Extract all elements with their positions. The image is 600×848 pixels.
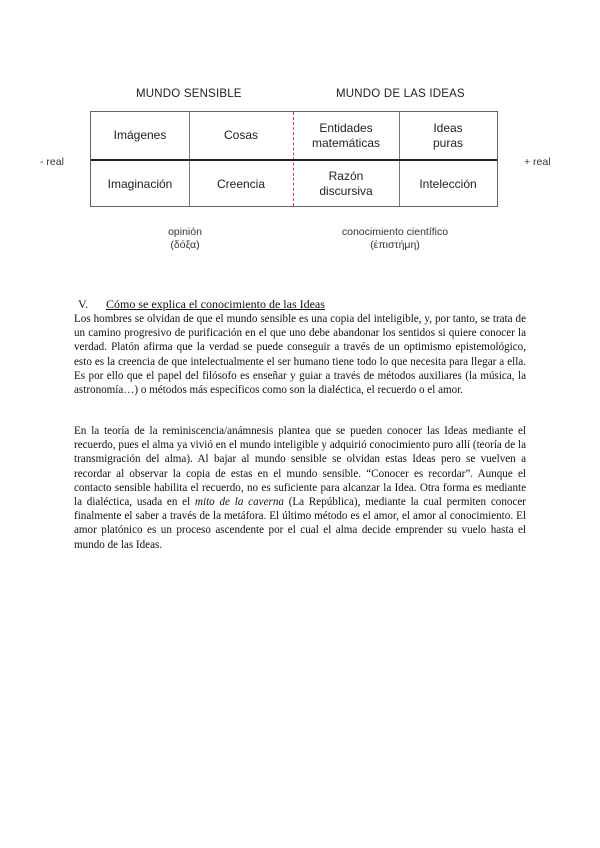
cell-text: Entidades matemáticas [311, 120, 381, 150]
cell-entidades-matematicas [293, 112, 399, 159]
paragraph-2-part-a: En la teoría de la reminiscencia/anámnesis plantea que se pueden conocer las Ideas mediante el recuerdo, pues el alma ya vivió en el mundo inteligible y adquirió conocimiento puro allí (teoría de la transmigración del alma). Al bajar al mundo sensible se olvidan estas Ideas pero se vuelven a recordar al observar la copia de estas en el mundo sensible. “Conocer es recordar”. Aunque el contacto sensible habilita el recuerdo, no es suficiente para alcanzar la Idea. Otra forma es mediante la dialéctica, usada en el [74, 425, 526, 509]
cell-creencia [189, 161, 293, 207]
paragraph-2-part-b: (La República), mediante la cual permiten conocer finalmente el saber a través de la metáfora. El último método es el amor, el amor al conocimiento. El amor platónico es un proceso ascendente por el cual el alma decide emprender su vuelo hasta el mundo de las Ideas. [74, 496, 526, 551]
cell-text: Imágenes [113, 128, 167, 142]
section-title: Cómo se explica el conocimiento de las Ideas [106, 297, 325, 311]
paragraph-1: Los hombres se olvidan de que el mundo sensible es una copia del inteligible, y, por tanto, se trata de un camino progresivo de purificación en el que uno debe abandonar los sentidos si quiere conocer la verdad. Platón afirma que la verdad se puede conseguir a través de un optimismo epistemológico, esto es la creencia de que intelectualmente el ser humano tiene todo lo que necesita para llegar a ella. Es por ello que el papel del filósofo es enseñar y guiar a través de métodos auxiliares (la música, la astronomía…) o métodos más específicos como son la dialéctica, el recuerdo o el amor. [74, 313, 526, 397]
cell-cosas [189, 112, 293, 159]
opinion-greek: (δόξα) [170, 239, 200, 251]
header-mundo-de-las-ideas: MUNDO DE LAS IDEAS [336, 88, 465, 100]
label-conocimiento-cientifico [320, 226, 470, 252]
label-more-real: + real [524, 156, 551, 168]
section-heading [78, 297, 325, 311]
conocimiento-greek: (ἐπιστήμη) [370, 239, 420, 251]
cell-text: Cosas [223, 128, 258, 142]
header-mundo-sensible: MUNDO SENSIBLE [136, 88, 242, 100]
cell-text: Ideas puras [432, 120, 464, 150]
paragraph-2 [74, 424, 526, 552]
cell-ideas-puras [399, 112, 497, 159]
cell-imagenes [91, 112, 189, 159]
cell-text: Razón discursiva [319, 169, 373, 198]
divided-line-diagram [90, 111, 498, 207]
opinion-text: opinión [168, 226, 202, 238]
cell-imaginacion [91, 161, 189, 207]
section-number: V. [78, 297, 89, 311]
conocimiento-text: conocimiento científico [341, 226, 449, 238]
cell-text: Creencia [216, 176, 266, 191]
cell-inteleccion [399, 161, 497, 207]
mito-de-la-caverna-italic: mito de la caverna [194, 496, 284, 509]
label-opinion [130, 226, 240, 252]
cell-text: Intelección [419, 176, 477, 191]
cell-text: Imaginación [107, 176, 173, 191]
cell-razon-discursiva [293, 161, 399, 207]
label-less-real: - real [40, 156, 64, 168]
